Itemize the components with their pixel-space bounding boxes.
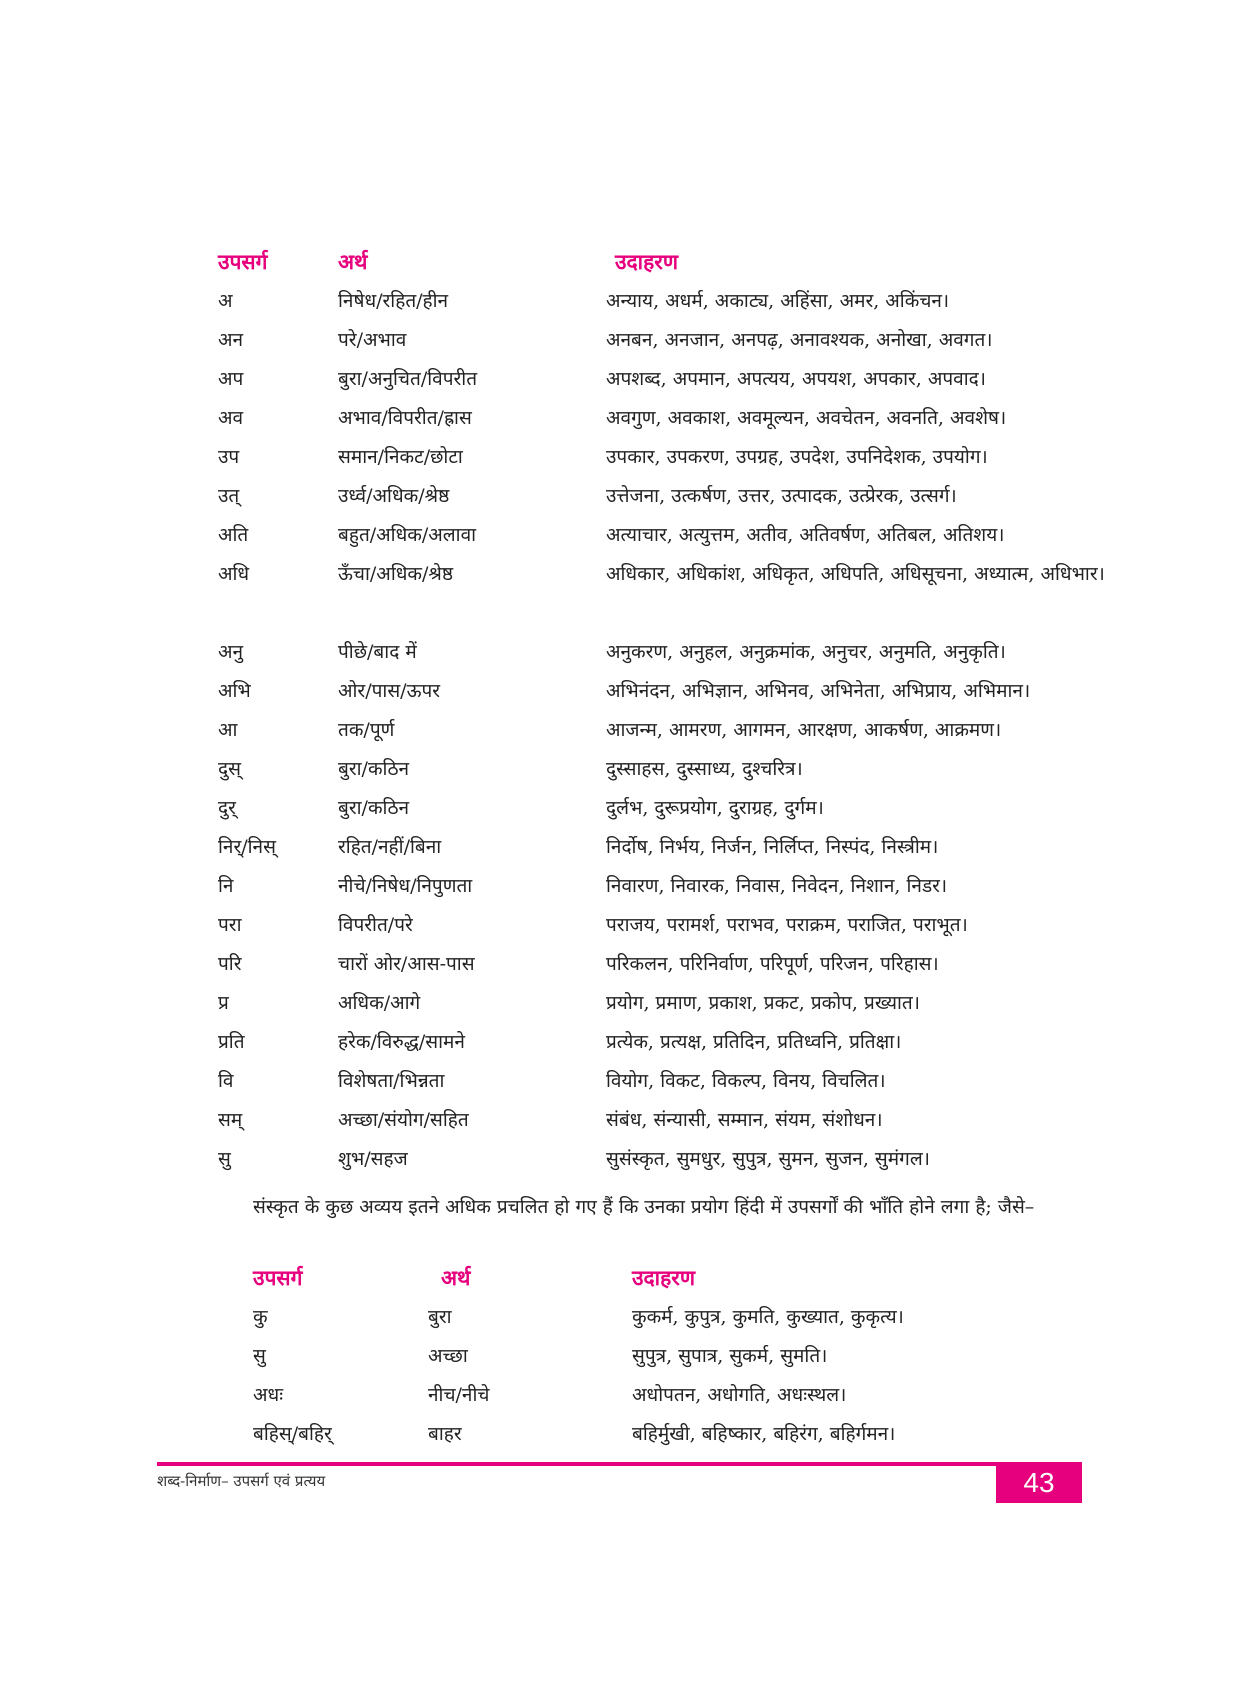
cell-meaning: बुरा xyxy=(428,1306,452,1328)
cell-meaning: ऊँचा/अधिक/श्रेष्ठ xyxy=(338,563,454,585)
cell-meaning: शुभ/सहज xyxy=(338,1148,408,1170)
cell-meaning: विपरीत/परे xyxy=(338,914,413,936)
cell-meaning: अच्छा/संयोग/सहित xyxy=(338,1109,469,1131)
cell-prefix: अ xyxy=(218,290,233,312)
cell-prefix: अभि xyxy=(218,680,251,702)
cell-example: बहिर्मुखी, बहिष्कार, बहिरंग, बहिर्गमन। xyxy=(632,1423,896,1445)
table1-header-prefix: उपसर्ग xyxy=(218,250,268,274)
cell-example: संबंध, संन्यासी, सम्मान, संयम, संशोधन। xyxy=(606,1109,883,1131)
cell-example: अनबन, अनजान, अनपढ़, अनावश्यक, अनोखा, अवगत। xyxy=(606,329,993,351)
cell-example: निर्दोष, निर्भय, निर्जन, निर्लिप्त, निस्पंद, निस्त्रीम। xyxy=(606,836,939,858)
cell-meaning: अभाव/विपरीत/ह्रास xyxy=(338,407,472,429)
table2-header-meaning: अर्थ xyxy=(441,1266,471,1290)
cell-meaning: नीच/नीचे xyxy=(428,1384,490,1406)
cell-prefix: अन xyxy=(218,329,244,351)
cell-prefix: सु xyxy=(218,1148,231,1170)
cell-prefix: आ xyxy=(218,719,238,741)
cell-meaning: बुरा/अनुचित/विपरीत xyxy=(338,368,478,390)
footer-chapter-title: शब्द-निर्माण– उपसर्ग एवं प्रत्यय xyxy=(157,1472,326,1490)
cell-meaning: विशेषता/भिन्नता xyxy=(338,1070,445,1092)
cell-example: दुर्लभ, दुरूप्रयोग, दुराग्रह, दुर्गम। xyxy=(606,797,824,819)
cell-prefix: प्रति xyxy=(218,1031,245,1053)
cell-example: आजन्म, आमरण, आगमन, आरक्षण, आकर्षण, आक्रमण। xyxy=(606,719,1002,741)
cell-meaning: समान/निकट/छोटा xyxy=(338,446,463,468)
cell-example: अत्याचार, अत्युत्तम, अतीव, अतिवर्षण, अतिबल, अतिशय। xyxy=(606,524,1005,546)
cell-example: पराजय, परामर्श, पराभव, पराक्रम, पराजित, पराभूत। xyxy=(606,914,968,936)
page-number-badge: 43 xyxy=(996,1462,1082,1503)
cell-example: अन्याय, अधर्म, अकाट्य, अहिंसा, अमर, अकिंचन। xyxy=(606,290,950,312)
cell-prefix: बहिस्/बहिर् xyxy=(253,1423,332,1445)
table1-header-meaning: अर्थ xyxy=(338,250,368,274)
cell-meaning: बाहर xyxy=(428,1423,462,1445)
cell-example: उपकार, उपकरण, उपग्रह, उपदेश, उपनिदेशक, उपयोग। xyxy=(606,446,988,468)
cell-meaning: अधिक/आगे xyxy=(338,992,421,1014)
cell-meaning: परे/अभाव xyxy=(338,329,407,351)
cell-meaning: बुरा/कठिन xyxy=(338,758,410,780)
cell-meaning: निषेध/रहित/हीन xyxy=(338,290,449,312)
cell-example: उत्तेजना, उत्कर्षण, उत्तर, उत्पादक, उत्प्रेरक, उत्सर्ग। xyxy=(606,485,957,507)
cell-meaning: अच्छा xyxy=(428,1345,468,1367)
cell-example: कुकर्म, कुपुत्र, कुमति, कुख्यात, कुकृत्य। xyxy=(632,1306,904,1328)
cell-prefix: उप xyxy=(218,446,240,468)
cell-example: प्रयोग, प्रमाण, प्रकाश, प्रकट, प्रकोप, प्रख्यात। xyxy=(606,992,920,1014)
cell-prefix: सम् xyxy=(218,1109,243,1131)
cell-example: अभिनंदन, अभिज्ञान, अभिनव, अभिनेता, अभिप्राय, अभिमान। xyxy=(606,680,1031,702)
cell-meaning: ओर/पास/ऊपर xyxy=(338,680,441,702)
cell-prefix: सु xyxy=(253,1345,266,1367)
cell-prefix: अति xyxy=(218,524,249,546)
cell-meaning: रहित/नहीं/बिना xyxy=(338,836,442,858)
cell-example: निवारण, निवारक, निवास, निवेदन, निशान, निडर। xyxy=(606,875,948,897)
table1-header-example: उदाहरण xyxy=(615,250,679,274)
cell-prefix: उत् xyxy=(218,485,240,507)
cell-example: प्रत्येक, प्रत्यक्ष, प्रतिदिन, प्रतिध्वनि, प्रतिक्षा। xyxy=(606,1031,902,1053)
cell-prefix: दुर् xyxy=(218,797,236,819)
cell-prefix: नि xyxy=(218,875,234,897)
cell-example: अपशब्द, अपमान, अपत्यय, अपयश, अपकार, अपवाद। xyxy=(606,368,986,390)
cell-meaning: चारों ओर/आस-पास xyxy=(338,953,475,975)
cell-prefix: कु xyxy=(253,1306,268,1328)
cell-prefix: अव xyxy=(218,407,244,429)
cell-example: सुसंस्कृत, सुमधुर, सुपुत्र, सुमन, सुजन, सुमंगल। xyxy=(606,1148,930,1170)
cell-prefix: अधि xyxy=(218,563,250,585)
cell-prefix: अधः xyxy=(253,1384,284,1406)
cell-example: अनुकरण, अनुहल, अनुक्रमांक, अनुचर, अनुमति, अनुकृति। xyxy=(606,641,1006,663)
footer-divider xyxy=(157,1462,1000,1466)
cell-meaning: नीचे/निषेध/निपुणता xyxy=(338,875,473,897)
cell-example: सुपुत्र, सुपात्र, सुकर्म, सुमति। xyxy=(632,1345,828,1367)
cell-example: अधोपतन, अधोगति, अधःस्थल। xyxy=(632,1384,847,1406)
cell-meaning: बुरा/कठिन xyxy=(338,797,410,819)
cell-meaning: तक/पूर्ण xyxy=(338,719,395,741)
cell-prefix: अनु xyxy=(218,641,244,663)
cell-meaning: बहुत/अधिक/अलावा xyxy=(338,524,477,546)
cell-prefix: प्र xyxy=(218,992,229,1014)
cell-prefix: वि xyxy=(218,1070,234,1092)
table2-header-prefix: उपसर्ग xyxy=(253,1266,303,1290)
table2-header-example: उदाहरण xyxy=(632,1266,696,1290)
cell-meaning: पीछे/बाद में xyxy=(338,641,417,663)
cell-example: वियोग, विकट, विकल्प, विनय, विचलित। xyxy=(606,1070,886,1092)
cell-example: अधिकार, अधिकांश, अधिकृत, अधिपति, अधिसूचना, अध्यात्म, अधिभार। xyxy=(606,563,1105,585)
cell-example: दुस्साहस, दुस्साध्य, दुश्चरित्र। xyxy=(606,758,803,780)
cell-prefix: निर्/निस् xyxy=(218,836,276,858)
cell-prefix: दुस् xyxy=(218,758,241,780)
cell-prefix: परा xyxy=(218,914,242,936)
cell-prefix: परि xyxy=(218,953,242,975)
cell-prefix: अप xyxy=(218,368,244,390)
cell-example: अवगुण, अवकाश, अवमूल्यन, अवचेतन, अवनति, अवशेष। xyxy=(606,407,1007,429)
body-paragraph: संस्कृत के कुछ अव्यय इतने अधिक प्रचलित हो गए हैं कि उनका प्रयोग हिंदी में उपसर्गों की भाँति होने लगा है; जैसे– xyxy=(253,1196,1035,1218)
cell-meaning: उर्ध्व/अधिक/श्रेष्ठ xyxy=(338,485,450,507)
cell-example: परिकलन, परिनिर्वाण, परिपूर्ण, परिजन, परिहास। xyxy=(606,953,939,975)
cell-meaning: हरेक/विरुद्ध/सामने xyxy=(338,1031,465,1053)
